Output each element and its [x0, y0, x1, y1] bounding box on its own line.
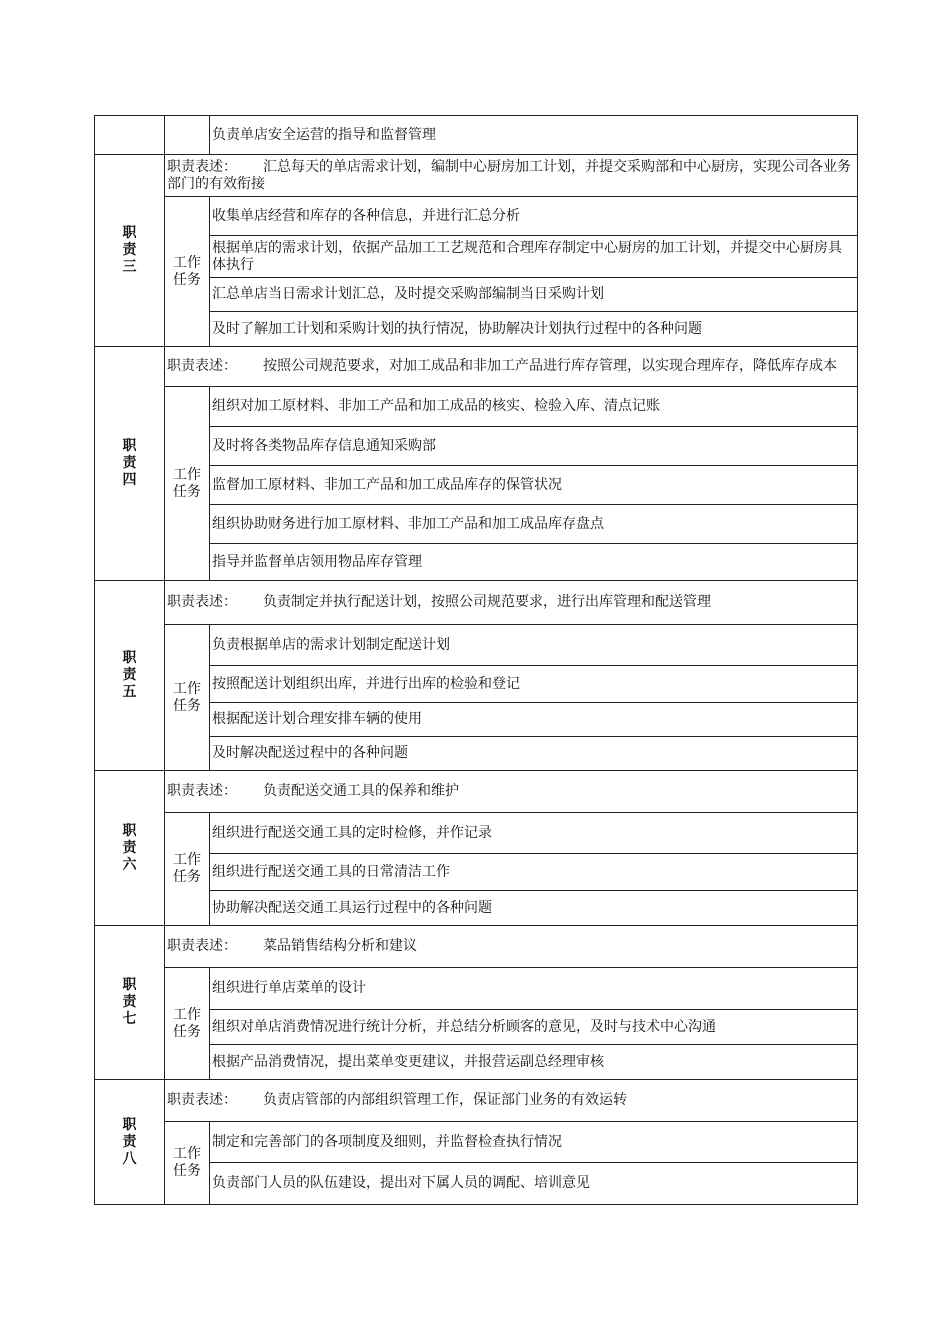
description-label: 职责表述： — [167, 594, 237, 610]
task-item: 按照配送计划组织出库，并进行出库的检验和登记 — [210, 666, 858, 703]
section-description: 职责表述： 按照公司规范要求，对加工成品和非加工产品进行库存管理，以实现合理库存，降低库存成本 — [165, 347, 858, 387]
section-title: 职 责 四 — [95, 347, 165, 581]
description-label: 职责表述： — [167, 358, 237, 374]
task-item: 组织进行配送交通工具的日常清洁工作 — [210, 854, 858, 891]
task-label: 工作 任务 — [165, 197, 210, 347]
task-item: 协助解决配送交通工具运行过程中的各种问题 — [210, 891, 858, 926]
task-item: 组织对单店消费情况进行统计分析，并总结分析顾客的意见，及时与技术中心沟通 — [210, 1010, 858, 1045]
task-item: 组织进行配送交通工具的定时检修，并作记录 — [210, 813, 858, 854]
task-label: 工作 任务 — [165, 1122, 210, 1205]
description-label: 职责表述： — [167, 938, 237, 954]
description-label: 职责表述： — [167, 1092, 237, 1108]
task-label: 工作 任务 — [165, 387, 210, 581]
continued-section-cell — [95, 116, 165, 155]
task-label: 工作 任务 — [165, 625, 210, 771]
description-label: 职责表述： — [167, 783, 237, 799]
section-title: 职 责 三 — [95, 155, 165, 347]
task-item: 及时将各类物品库存信息通知采购部 — [210, 427, 858, 466]
section-description: 职责表述： 负责配送交通工具的保养和维护 — [165, 771, 858, 813]
task-item: 负责单店安全运营的指导和监督管理 — [210, 116, 858, 155]
task-item: 收集单店经营和库存的各种信息，并进行汇总分析 — [210, 197, 858, 236]
task-item: 根据单店的需求计划，依据产品加工工艺规范和合理库存制定中心厨房的加工计划，并提交中心厨房具体执行 — [210, 236, 858, 278]
task-item: 制定和完善部门的各项制度及细则，并监督检查执行情况 — [210, 1122, 858, 1163]
task-item: 及时了解加工计划和采购计划的执行情况，协助解决计划执行过程中的各种问题 — [210, 312, 858, 347]
task-item: 负责根据单店的需求计划制定配送计划 — [210, 625, 858, 666]
description-label: 职责表述： — [167, 158, 237, 175]
section-description: 职责表述： 汇总每天的单店需求计划，编制中心厨房加工计划，并提交采购部和中心厨房，实现公司各业务部门的有效衔接 — [165, 155, 858, 197]
section-title: 职 责 六 — [95, 771, 165, 926]
task-item: 及时解决配送过程中的各种问题 — [210, 737, 858, 771]
section-description: 职责表述： 负责店管部的内部组织管理工作，保证部门业务的有效运转 — [165, 1080, 858, 1122]
section-title: 职 责 八 — [95, 1080, 165, 1205]
continued-label-cell — [165, 116, 210, 155]
section-title: 职 责 五 — [95, 581, 165, 771]
section-description: 职责表述： 负责制定并执行配送计划，按照公司规范要求，进行出库管理和配送管理 — [165, 581, 858, 625]
task-item: 组织进行单店菜单的设计 — [210, 968, 858, 1010]
task-item: 指导并监督单店领用物品库存管理 — [210, 544, 858, 581]
task-item: 组织对加工原材料、非加工产品和加工成品的核实、检验入库、清点记账 — [210, 387, 858, 427]
task-label: 工作 任务 — [165, 968, 210, 1080]
task-item: 组织协助财务进行加工原材料、非加工产品和加工成品库存盘点 — [210, 505, 858, 544]
task-item: 监督加工原材料、非加工产品和加工成品库存的保管状况 — [210, 466, 858, 505]
task-item: 汇总单店当日需求计划汇总，及时提交采购部编制当日采购计划 — [210, 278, 858, 312]
section-description: 职责表述： 菜品销售结构分析和建议 — [165, 926, 858, 968]
section-title: 职 责 七 — [95, 926, 165, 1080]
task-item: 根据产品消费情况，提出菜单变更建议，并报营运副总经理审核 — [210, 1045, 858, 1080]
task-item: 负责部门人员的队伍建设，提出对下属人员的调配、培训意见 — [210, 1163, 858, 1205]
responsibilities-table — [94, 115, 858, 1205]
task-label: 工作 任务 — [165, 813, 210, 926]
task-item: 根据配送计划合理安排车辆的使用 — [210, 703, 858, 737]
